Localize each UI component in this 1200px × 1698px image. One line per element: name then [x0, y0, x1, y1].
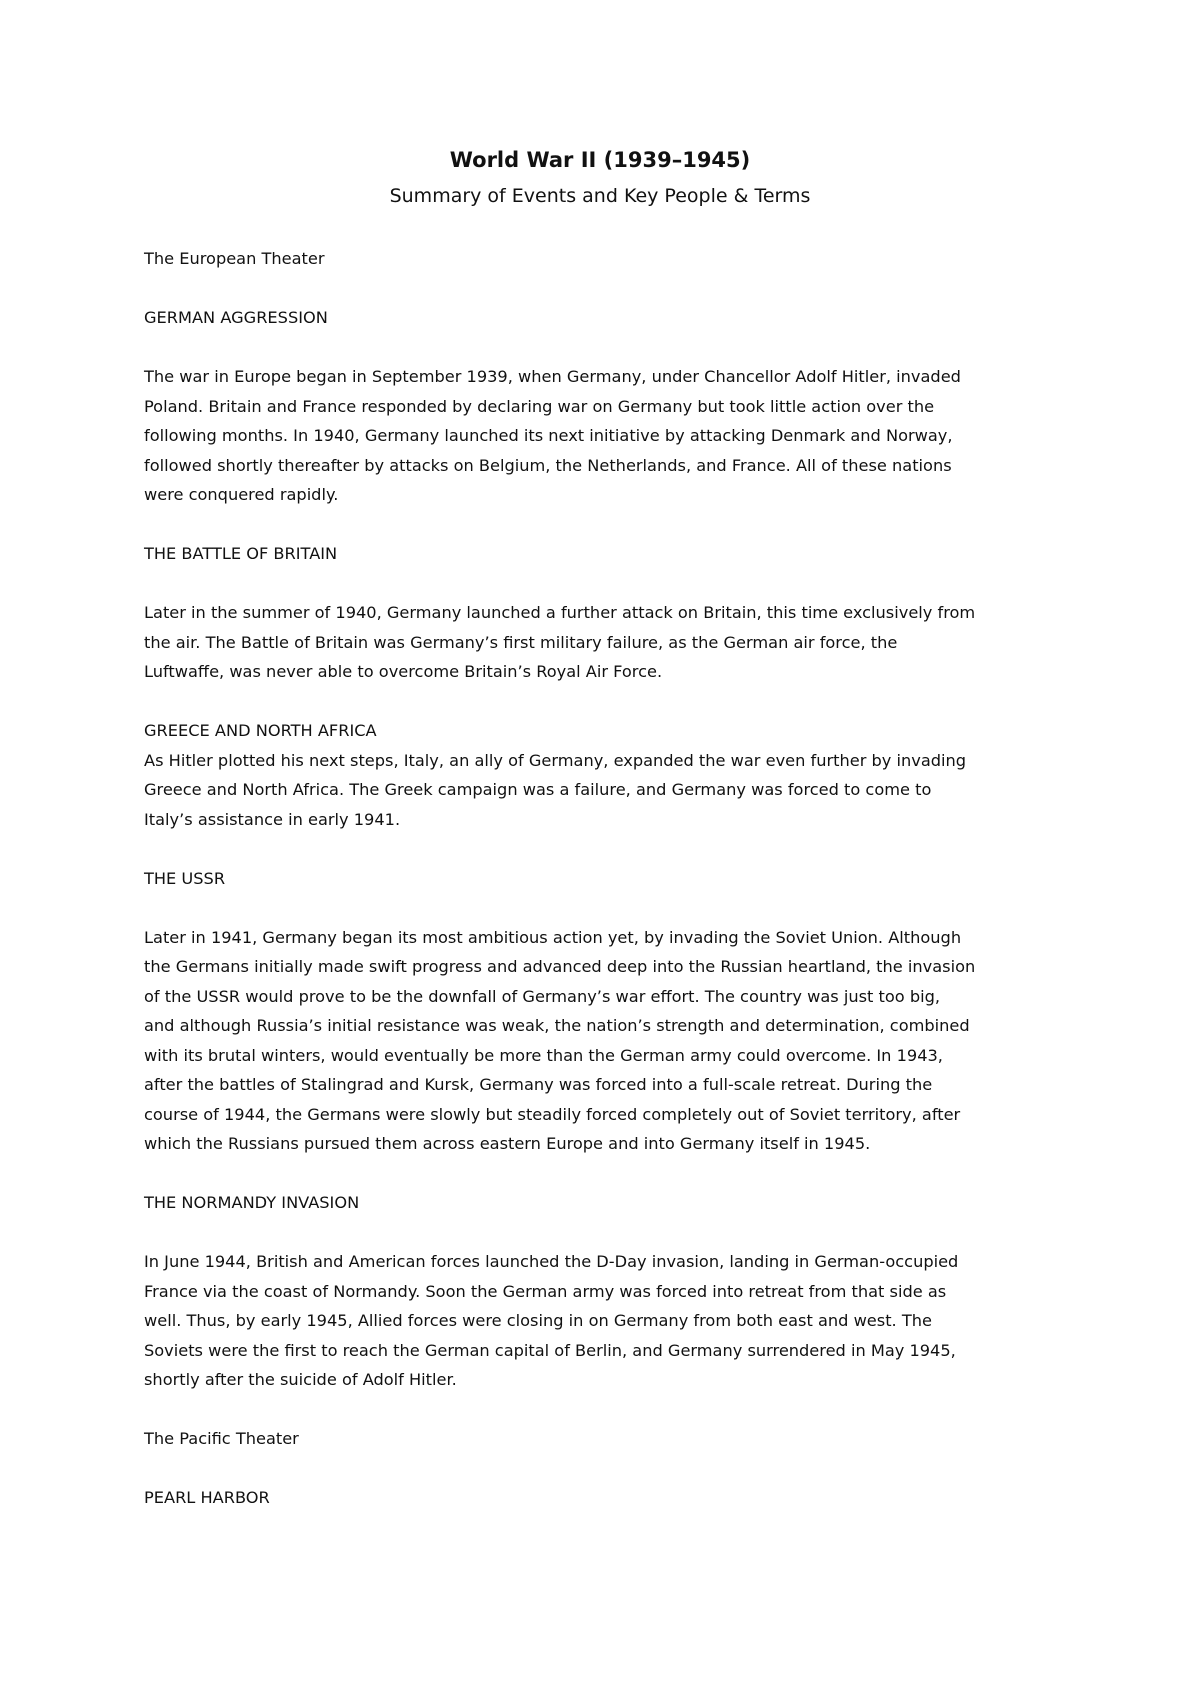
- text-line: and although Russia’s initial resistance was weak, the nation’s strength and determination, combined: [144, 1016, 970, 1035]
- blank-line: [144, 569, 1074, 599]
- text-line: Poland. Britain and France responded by declaring war on Germany but took little action over the: [144, 396, 935, 416]
- blank-line: [144, 1218, 1074, 1248]
- text-line: were conquered rapidly.: [144, 485, 339, 504]
- text-line: GERMAN AGGRESSION: [144, 308, 328, 327]
- text-line: after the battles of Stalingrad and Kursk, Germany was forced into a full-scale retreat. During the: [144, 1075, 933, 1094]
- text-line: Later in 1941, Germany began its most ambitious action yet, by invading the Soviet Union. Although: [144, 927, 962, 947]
- text-line: Later in the summer of 1940, Germany launched a further attack on Britain, this time exclusively from: [144, 603, 976, 622]
- blank-line: [144, 687, 1074, 717]
- text-line: In June 1944, British and American forces launched the D-Day invasion, landing in German-occupied: [144, 1252, 959, 1271]
- text-line: Italy’s assistance in early 1941.: [144, 809, 401, 829]
- blank-line: [144, 1395, 1074, 1425]
- text-line: course of 1944, the Germans were slowly but steadily forced completely out of Soviet territory, after: [144, 1104, 961, 1124]
- blank-line: [144, 510, 1074, 540]
- blank-line: [144, 834, 1074, 864]
- text-line: The war in Europe began in September 1939, when Germany, under Chancellor Adolf Hitler, invaded: [144, 367, 961, 386]
- document-body: [144, 244, 1074, 1513]
- text-line: The Pacific Theater: [144, 1429, 299, 1448]
- blank-line: [144, 333, 1074, 363]
- blank-line: [144, 893, 1074, 923]
- blank-line: [144, 274, 1074, 304]
- text-line: PEARL HARBOR: [144, 1488, 270, 1507]
- text-line: Soviets were the first to reach the German capital of Berlin, and Germany surrendered in May 1945,: [144, 1340, 956, 1360]
- text-line: THE NORMANDY INVASION: [144, 1193, 360, 1212]
- text-line: GREECE AND NORTH AFRICA: [144, 721, 377, 740]
- blank-line: [144, 1454, 1074, 1484]
- document-title: World War II (1939–1945): [449, 148, 751, 172]
- text-line: shortly after the suicide of Adolf Hitler.: [144, 1370, 457, 1389]
- text-line: which the Russians pursued them across eastern Europe and into Germany itself in 1945.: [144, 1134, 871, 1153]
- text-line: As Hitler plotted his next steps, Italy, an ally of Germany, expanded the war even further by invading: [144, 750, 967, 770]
- text-line: well. Thus, by early 1945, Allied forces were closing in on Germany from both east and west. The: [144, 1311, 932, 1330]
- document-subtitle: Summary of Events and Key People & Terms: [389, 185, 811, 207]
- text-line: of the USSR would prove to be the downfall of Germany’s war effort. The country was just too big,: [144, 986, 941, 1006]
- text-line: France via the coast of Normandy. Soon the German army was forced into retreat from that side as: [144, 1281, 947, 1301]
- text-line: the air. The Battle of Britain was Germany’s first military failure, as the German air force, the: [144, 632, 898, 652]
- text-line: THE BATTLE OF BRITAIN: [144, 544, 338, 563]
- text-line: the Germans initially made swift progress and advanced deep into the Russian heartland, the invasion: [144, 957, 976, 976]
- text-line: Greece and North Africa. The Greek campaign was a failure, and Germany was forced to come to: [144, 780, 932, 799]
- blank-line: [144, 1159, 1074, 1189]
- text-line: Luftwaffe, was never able to overcome Britain’s Royal Air Force.: [144, 662, 663, 681]
- text-line: following months. In 1940, Germany launched its next initiative by attacking Denmark and Norway,: [144, 426, 953, 445]
- text-line: with its brutal winters, would eventually be more than the German army could overcome. In 1943,: [144, 1045, 943, 1065]
- text-line: followed shortly thereafter by attacks on Belgium, the Netherlands, and France. All of these nations: [144, 455, 952, 475]
- text-line: The European Theater: [144, 249, 325, 268]
- text-line: THE USSR: [144, 868, 226, 888]
